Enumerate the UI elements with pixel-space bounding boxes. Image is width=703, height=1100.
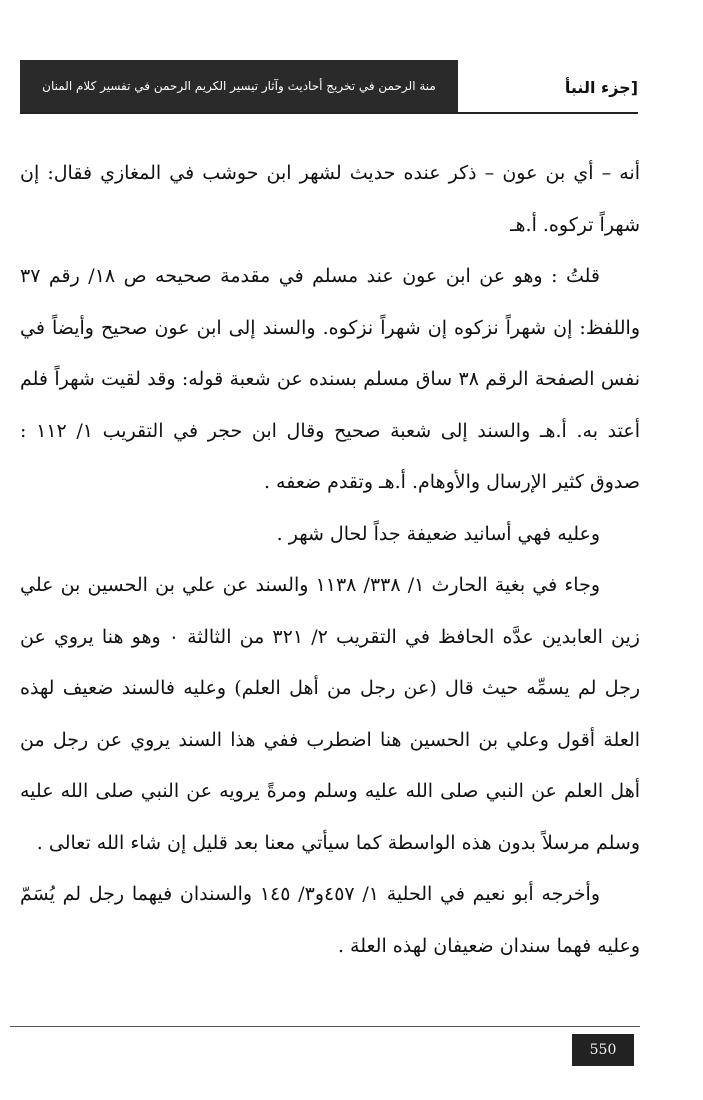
- paragraph: وجاء في بغية الحارث ١/ ٣٣٨/ ١١٣٨ والسند عن علي بن الحسين بن علي زين العابدين عدَّه الحافظ في التقريب ٢/ ٣٢١ من الثالثة ٠ وهو هنا يروي عن رجل لم يسمِّه حيث قال (عن رجل من أهل العلم) وعليه فالسند ضعيف لهذه العلة أقول وعلي بن الحسين هنا اضطرب ففي هذا السند يروي عن رجل من أهل العلم عن النبي صلى الله عليه وسلم ومرةً يرويه عن النبي صلى الله عليه وسلم مرسلاً بدون هذه الواسطة كما سيأتي معنا بعد قليل إن شاء الله تعالى .: [20, 574, 640, 854]
- book-title-banner: [20, 60, 458, 112]
- page-body: [20, 148, 640, 972]
- paragraph: أنه – أي بن عون – ذكر عنده حديث لشهر ابن حوشب في المغازي فقال: إن شهراً تركوه. أ.هـ: [20, 162, 640, 236]
- header-divider: [20, 112, 638, 114]
- page-number-badge: [572, 1034, 634, 1066]
- book-title: منة الرحمن في تخريج أحاديث وآثار تيسير الكريم الرحمن في تفسير كلام المنان: [42, 79, 436, 93]
- footer-divider: [10, 1026, 640, 1027]
- part-label: [جزء النبأ: [564, 78, 638, 97]
- page-header: [20, 60, 638, 112]
- paragraph: وعليه فهي أسانيد ضعيفة جداً لحال شهر .: [276, 522, 600, 545]
- paragraph: وأخرجه أبو نعيم في الحلية ١/ ٤٥٧و٣/ ١٤٥ والسندان فيهما رجل لم يُسَمّ وعليه فهما سندان ضعيفان لهذه العلة .: [20, 883, 640, 957]
- page-number: 550: [589, 1042, 617, 1058]
- paragraph: قلتُ : وهو عن ابن عون عند مسلم في مقدمة صحيحه ص ١٨/ رقم ٣٧ واللفظ: إن شهراً نزكوه إن شهراً نزكوه. والسند إلى ابن عون صحيح وأيضاً في نفس الصفحة الرقم ٣٨ ساق مسلم بسنده عن شعبة قوله: وقد لقيت شهراً فلم أعتد به. أ.هـ والسند إلى شعبة صحيح وقال ابن حجر في التقريب ١/ ١١٢ : صدوق كثير الإرسال والأوهام. أ.هـ وتقدم ضعفه .: [20, 265, 640, 493]
